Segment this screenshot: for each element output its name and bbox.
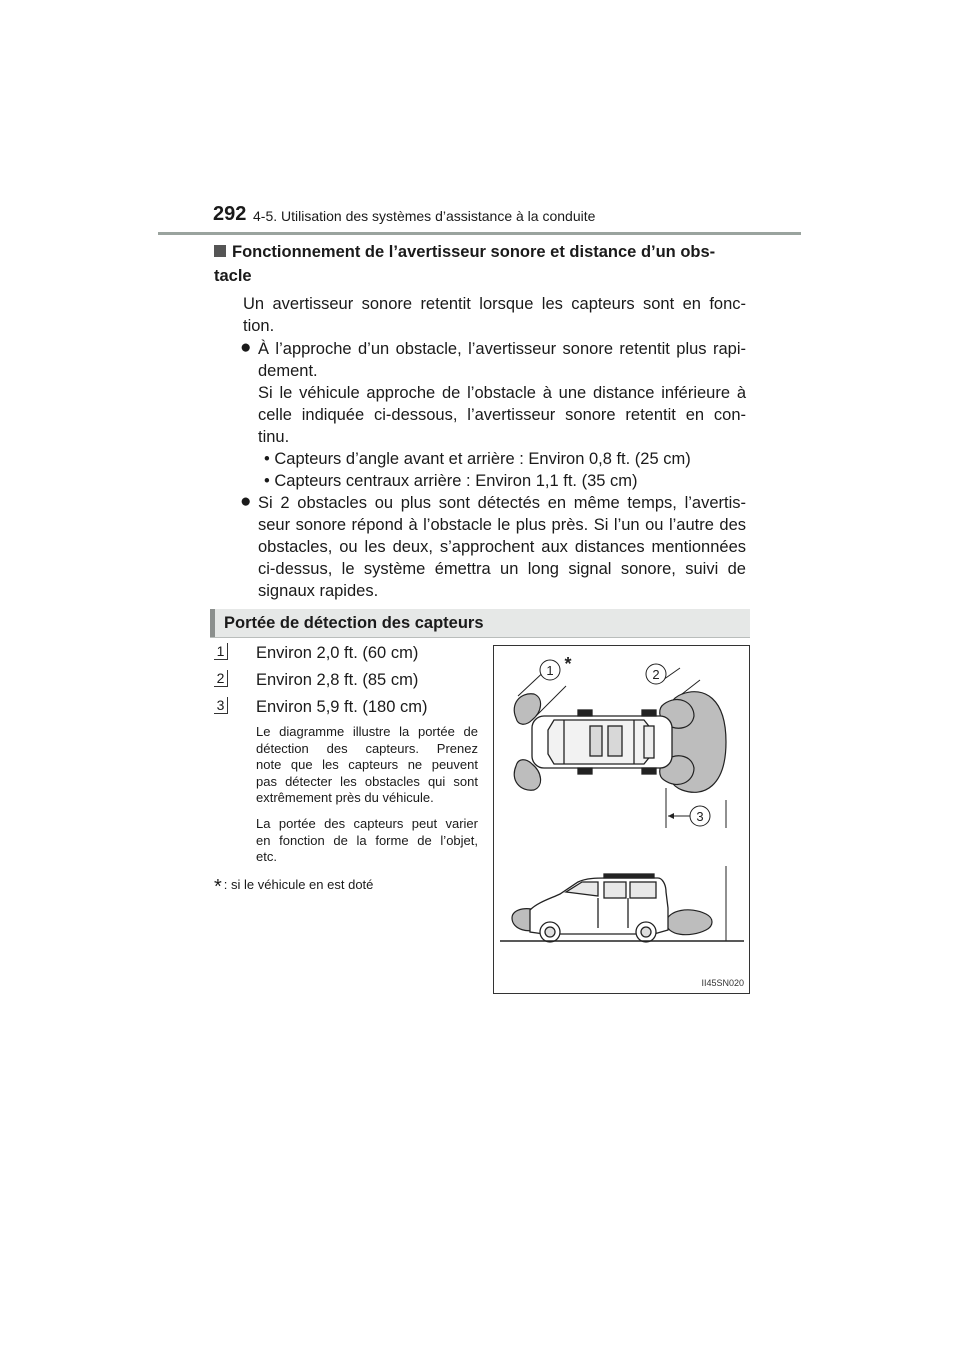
heading-accent-bar <box>210 609 215 637</box>
bullet1-line2: dement. <box>258 362 318 380</box>
section-heading-line2: tacle <box>214 267 252 285</box>
footnote-star: * <box>214 876 222 898</box>
sub-bullet-angle: • Capteurs d’angle avant et arrière : Environ 0,8 ft. (25 cm) <box>264 450 691 468</box>
sensor-range-diagram <box>493 645 750 994</box>
diagram-drawing <box>494 646 751 995</box>
note1-line: Le diagramme illustre la portée de <box>256 724 478 739</box>
bullet1-p2-line1: Si le véhicule approche de l’obstacle à une distance inférieure à <box>258 384 746 402</box>
footnote-text: : si le véhicule en est doté <box>223 877 374 892</box>
note1-line: extrêmement près du véhicule. <box>256 790 434 805</box>
note-paragraph-2 <box>256 816 478 866</box>
chapter-title: 4-5. Utilisation des systèmes d’assistance à la conduite <box>253 208 596 224</box>
footnote <box>214 876 373 899</box>
note2-line: La portée des capteurs peut varier <box>256 816 478 831</box>
callout-label-1: 1 <box>546 663 554 678</box>
range-number-3: 3 <box>214 697 228 714</box>
range-text-1: Environ 2,0 ft. (60 cm) <box>256 644 419 662</box>
range-text-2: Environ 2,8 ft. (85 cm) <box>256 671 419 689</box>
bullet1-p2-line3: tinu. <box>258 428 290 446</box>
note1-line: pas détecter les obstacles qui sont <box>256 773 478 789</box>
bullet2-line2: seur sonore répond à l’obstacle le plus près. Si l’un ou l’autre des <box>258 516 746 534</box>
car-top-view <box>532 710 672 774</box>
range-number-1: 1 <box>214 643 228 660</box>
bullet2-line1: Si 2 obstacles ou plus sont détectés en même temps, l’avertis- <box>258 494 746 512</box>
note1-line: détection des capteurs. Prenez <box>256 740 478 756</box>
intro-paragraph-line2: tion. <box>243 317 275 335</box>
note-paragraph-1 <box>256 724 478 807</box>
sub-bullet-center: • Capteurs centraux arrière : Environ 1,1 ft. (35 cm) <box>264 472 638 490</box>
bullet2-line4: ci-dessus, le système émettra un long signal sonore, suivi de <box>258 560 746 578</box>
intro-paragraph-line1: Un avertisseur sonore retentit lorsque les capteurs sont en fonc- <box>243 295 746 313</box>
page-number: 292 <box>213 203 247 225</box>
section-heading-line1: Fonctionnement de l’avertisseur sonore et distance d’un obs- <box>232 243 716 261</box>
range-text-3: Environ 5,9 ft. (180 cm) <box>256 698 428 716</box>
bullet1-line1: À l’approche d’un obstacle, l’avertisseur sonore retentit plus rapi- <box>258 340 746 358</box>
header-rule <box>158 232 801 235</box>
bullet2-line5: signaux rapides. <box>258 582 379 600</box>
callout-label-2: 2 <box>652 667 660 682</box>
car-side-view <box>530 874 668 942</box>
note2-line: en fonction de la forme de l’objet, <box>256 832 478 848</box>
bullet1-p2-line2: celle indiquée ci-dessous, l’avertisseur sonore retentit en con- <box>258 406 746 424</box>
section-heading <box>214 240 746 288</box>
callout-star: * <box>564 654 572 674</box>
diagram-code: II45SN020 <box>701 978 744 988</box>
note1-line: note que les capteurs ne peuvent <box>256 757 478 772</box>
square-bullet-icon <box>214 245 226 257</box>
bullet-dot-icon: ● <box>240 337 252 358</box>
detection-heading: Portée de détection des capteurs <box>224 614 484 632</box>
side-rear-zone <box>666 910 712 935</box>
note2-line: etc. <box>256 849 277 864</box>
bullet2-line3: obstacles, ou les deux, s’approchent aux distances mentionnées <box>258 538 746 556</box>
bullet-dot-icon: ● <box>240 491 252 512</box>
range-number-2: 2 <box>214 670 228 687</box>
detection-heading-box <box>210 609 750 638</box>
callout-label-3: 3 <box>696 809 704 824</box>
